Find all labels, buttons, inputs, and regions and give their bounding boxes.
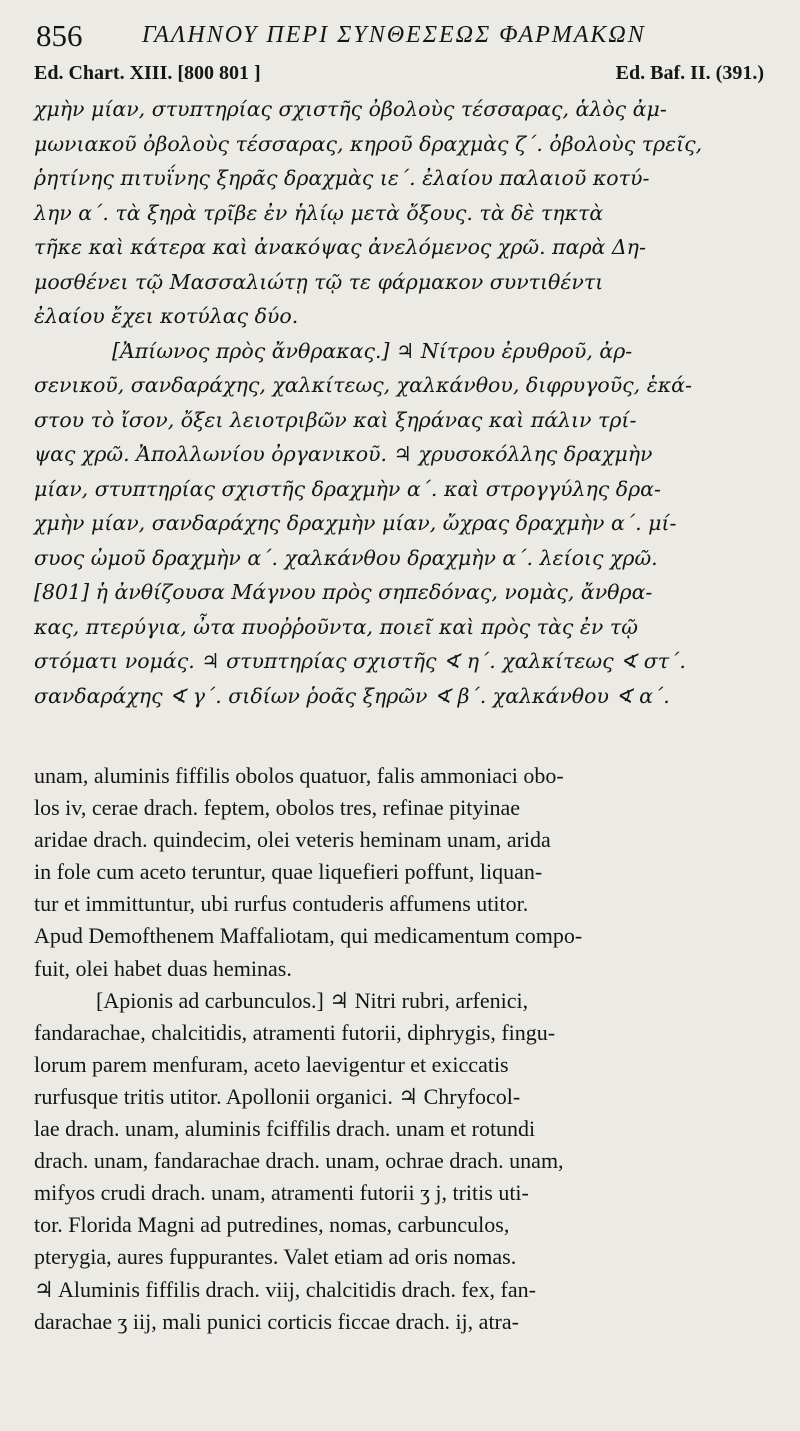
greek-line: στου τὸ ἴσον, ὄξει λειοτριβῶν καὶ ξηράνας καὶ πάλιν τρί- — [34, 407, 637, 432]
greek-text-block — [34, 92, 764, 713]
edition-reference — [34, 62, 764, 92]
greek-line: μοσθένει τῷ Μασσαλιώτῃ τῷ τε φάρμακον συντιθέντι — [34, 269, 604, 294]
greek-line: μωνιακοῦ ὀβολοὺς τέσσαρας, κηροῦ δραχμὰς ζ΄. ὀβολοὺς τρεῖς, — [34, 131, 703, 156]
edition-chart-reference: Ed. Chart. XIII. [800 801 ] — [34, 62, 261, 84]
latin-line: drach. unam, fandarachae drach. unam, ochrae drach. unam, — [34, 1148, 564, 1174]
latin-line: aridae drach. quindecim, olei veteris heminam unam, arida — [34, 827, 551, 853]
running-title: ΓΑΛΗΝΟΥ ΠΕΡΙ ΣΥΝΘΕΣΕΩΣ ΦΑΡΜΑΚΩΝ — [142, 22, 646, 48]
greek-line: [Ἀπίωνος πρὸς ἄνθρακας.] ♃ Νίτρου ἐρυθροῦ, ἀρ- — [112, 338, 633, 363]
latin-line: darachae ʒ iij, mali punici corticis ficcae drach. ij, atra- — [34, 1308, 519, 1334]
greek-line: στόματι νομάς. ♃ στυπτηρίας σχιστῆς ∢ η΄. χαλκίτεως ∢ στ΄. — [34, 649, 686, 673]
latin-line: pterygia, aures fuppurantes. Valet etiam ad oris nomas. — [34, 1244, 517, 1270]
greek-line: σενικοῦ, σανδαράχης, χαλκίτεως, χαλκάνθου, διφρυγοῦς, ἑκά- — [34, 373, 692, 397]
latin-line: [Apionis ad carbunculos.] ♃ Nitri rubri, arfenici, — [96, 987, 529, 1013]
greek-line: μίαν, στυπτηρίας σχιστῆς δραχμὴν α΄. καὶ στρογγύλης δρα- — [34, 476, 661, 501]
latin-line: lae drach. unam, aluminis fciffilis drach. unam et rotundi — [34, 1116, 536, 1142]
latin-line: unam, aluminis fiffilis obolos quatuor, falis ammoniaci obo- — [34, 763, 564, 788]
latin-line: mifyos crudi drach. unam, atramenti futorii ʒ j, tritis uti- — [34, 1180, 529, 1206]
latin-line: rurfusque tritis utitor. Apollonii organici. ♃ Chryfocol- — [34, 1083, 521, 1109]
latin-line: tur et immittuntur, ubi rurfus contuderis affumens utitor. — [34, 891, 529, 917]
page-number: 856 — [36, 18, 83, 53]
latin-line: Apud Demofthenem Maffaliotam, qui medicamentum compo- — [34, 923, 583, 949]
greek-line: κας, πτερύγια, ὦτα πυοῤῥοῦντα, ποιεῖ καὶ πρὸς τὰς ἐν τῷ — [34, 614, 638, 639]
greek-line: λην α΄. τὰ ξηρὰ τρῖβε ἐν ἡλίῳ μετὰ ὄξους. τὰ δὲ τηκτὰ — [34, 200, 604, 225]
greek-line: [801] ἡ ἀνθίζουσα Μάγνου πρὸς σηπεδόνας, νομὰς, ἄνθρα- — [34, 580, 653, 604]
latin-line: in fole cum aceto teruntur, quae liquefieri poffunt, liquan- — [34, 859, 543, 885]
greek-line: συος ὠμοῦ δραχμὴν α΄. χαλκάνθου δραχμὴν α΄. λείοις χρῶ. — [34, 545, 658, 570]
latin-line: tor. Florida Magni ad putredines, nomas, carbunculos, — [34, 1212, 510, 1238]
greek-line: ἐλαίου ἔχει κοτύλας δύο. — [34, 304, 299, 328]
latin-line: fuit, olei habet duas heminas. — [34, 955, 292, 981]
latin-text-block — [34, 760, 764, 1338]
greek-line: ψας χρῶ. Ἀπολλωνίου ὀργανικοῦ. ♃ χρυσοκόλλης δραχμὴν — [34, 442, 653, 466]
edition-basel-reference: Ed. Baf. II. (391.) — [615, 62, 764, 84]
greek-line: χμὴν μίαν, σανδαράχης δραχμὴν μίαν, ὤχρας δραχμὴν α΄. μί- — [34, 511, 677, 535]
latin-line: fandarachae, chalcitidis, atramenti futorii, diphrygis, fingu- — [34, 1019, 556, 1045]
page-header — [30, 18, 770, 58]
latin-line: lorum parem menfuram, aceto laevigentur et exiccatis — [34, 1051, 509, 1077]
greek-line: τῆκε καὶ κάτερα καὶ ἀνακόψας ἀνελόμενος χρῶ. παρὰ Δη- — [34, 235, 646, 259]
latin-line: ♃ Aluminis fiffilis drach. viij, chalcitidis drach. fex, fan- — [34, 1276, 536, 1302]
greek-line: ῥητίνης πιτυΐνης ξηρᾶς δραχμὰς ιε΄. ἐλαίου παλαιοῦ κοτύ- — [34, 166, 650, 190]
greek-line: σανδαράχης ∢ γ΄. σιδίων ῥοᾶς ξηρῶν ∢ β΄. χαλκάνθου ∢ α΄. — [34, 683, 670, 708]
latin-line: los iv, cerae drach. feptem, obolos tres, refinae pityinae — [34, 795, 521, 821]
greek-line: χμὴν μίαν, στυπτηρίας σχιστῆς ὀβολοὺς τέσσαρας, ἁλὸς ἀμ- — [34, 97, 667, 121]
